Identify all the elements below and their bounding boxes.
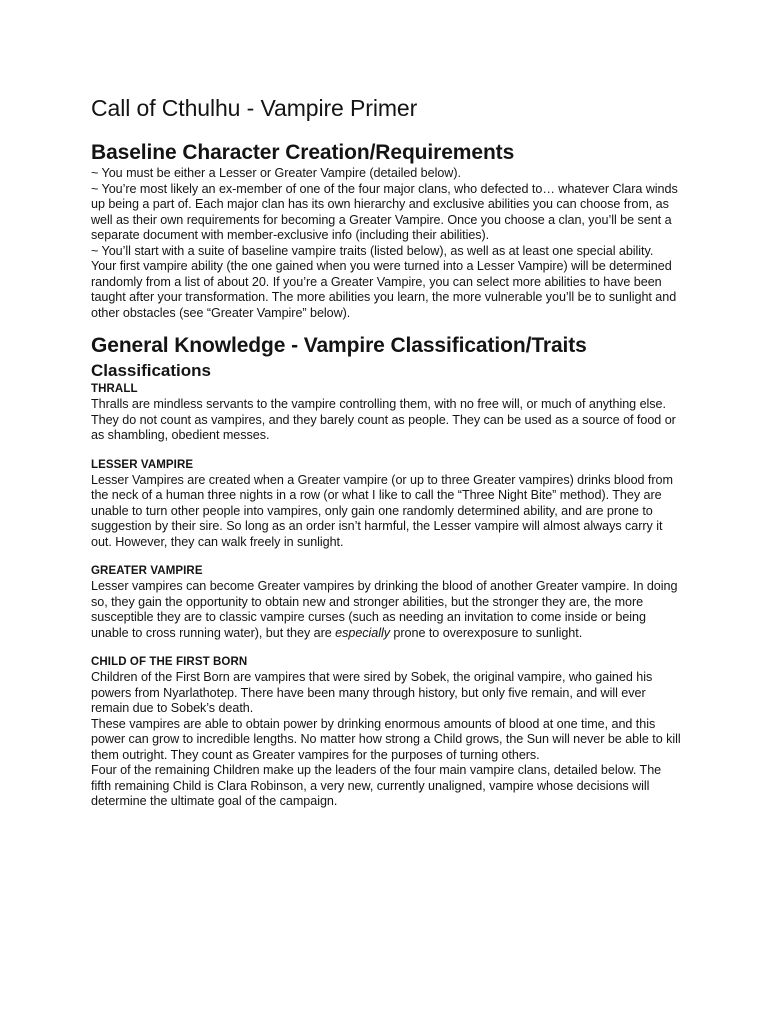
lesser-vampire-text: Lesser Vampires are created when a Greater vampire (or up to three Greater vampires) drinks blood from the neck of a human three nights in a row (or what I like to call the “Three Night Bite” method). They are unable to turn other people into vampires, only gain one randomly determined ability, and are prone to suggestion by their sire. So long as an order isn’t harmful, the Lesser vampire will almost always carry it out. However, they can walk freely in sunlight. [91,472,673,549]
greater-vampire-text-part-1: Lesser vampires can become Greater vampires by drinking the blood of another Greater vampire. In doing so, they gain the opportunity to obtain new and stronger abilities, but the stronger they are, the more susceptible they are to classic vampire curses (such as needing an invitation to come inside or being unable to cross running water), but they are [91,579,678,640]
greater-vampire-text [91,579,681,641]
greater-vampire-text-emphasis: especially [335,625,390,640]
document-title: Call of Cthulhu - Vampire Primer [91,95,418,121]
child-paragraph-1: Children of the First Born are vampires that were sired by Sobek, the original vampire, who gained his powers from Nyarlathotep. There have been many through history, but only five remain, and will ever remain due to Sobek’s death. [91,670,653,715]
heading-baseline-character-creation: Baseline Character Creation/Requirements [91,141,515,164]
heading-greater-vampire: GREATER VAMPIRE [91,565,203,577]
thrall-section [91,382,681,444]
child-paragraph-3: Four of the remaining Children make up the leaders of the four main vampire clans, detailed below. The fifth remaining Child is Clara Robinson, a very new, currently unaligned, vampire whose decisions will determine the ultimate goal of the campaign. [91,763,662,808]
greater-vampire-section [91,564,681,641]
lesser-vampire-section [91,458,681,551]
heading-classifications: Classifications [91,361,211,380]
baseline-item-3: ~ You’ll start with a suite of baseline vampire traits (listed below), as well as at least one special ability. Your first vampire ability (the one gained when you were turned into a Lesser Vampire) will be determined randomly from a list of about 20. If you’re a Greater Vampire, you can select more abilities to have been taught after your transformation. The more abilities you learn, the more vulnerable you’ll be to sunlight and other obstacles (see “Greater Vampire” below). [91,243,677,320]
thrall-text: Thralls are mindless servants to the vampire controlling them, with no free will, or much of anything else. They do not count as vampires, and they barely count as people. They can be used as a source of food or as shambling, obedient messes. [91,397,676,442]
baseline-item-2: ~ You’re most likely an ex-member of one of the four major clans, who defected to… whatever Clara winds up being a part of. Each major clan has its own hierarchy and exclusive abilities you can choose from, as well as their own requirements for becoming a Greater Vampire. Once you choose a clan, you’ll be sent a separate document with member-exclusive info (including their abilities). [91,181,678,242]
heading-thrall: THRALL [91,383,138,395]
heading-general-knowledge: General Knowledge - Vampire Classification/Traits [91,334,587,357]
baseline-item-1: ~ You must be either a Lesser or Greater Vampire (detailed below). [91,166,461,180]
heading-lesser-vampire: LESSER VAMPIRE [91,458,194,471]
child-of-first-born-section [91,655,681,810]
heading-child-of-first-born: CHILD OF THE FIRST BORN [91,656,248,668]
baseline-list [91,166,681,321]
child-paragraph-2: These vampires are able to obtain power by drinking enormous amounts of blood at one time, and this power can grow to incredible lengths. No matter how strong a Child grows, the Sun will never be able to kill them outright. They count as Greater vampires for the purposes of turning others. [91,716,681,762]
greater-vampire-text-part-2: prone to overexposure to sunlight. [389,625,583,640]
document-page [91,92,681,810]
